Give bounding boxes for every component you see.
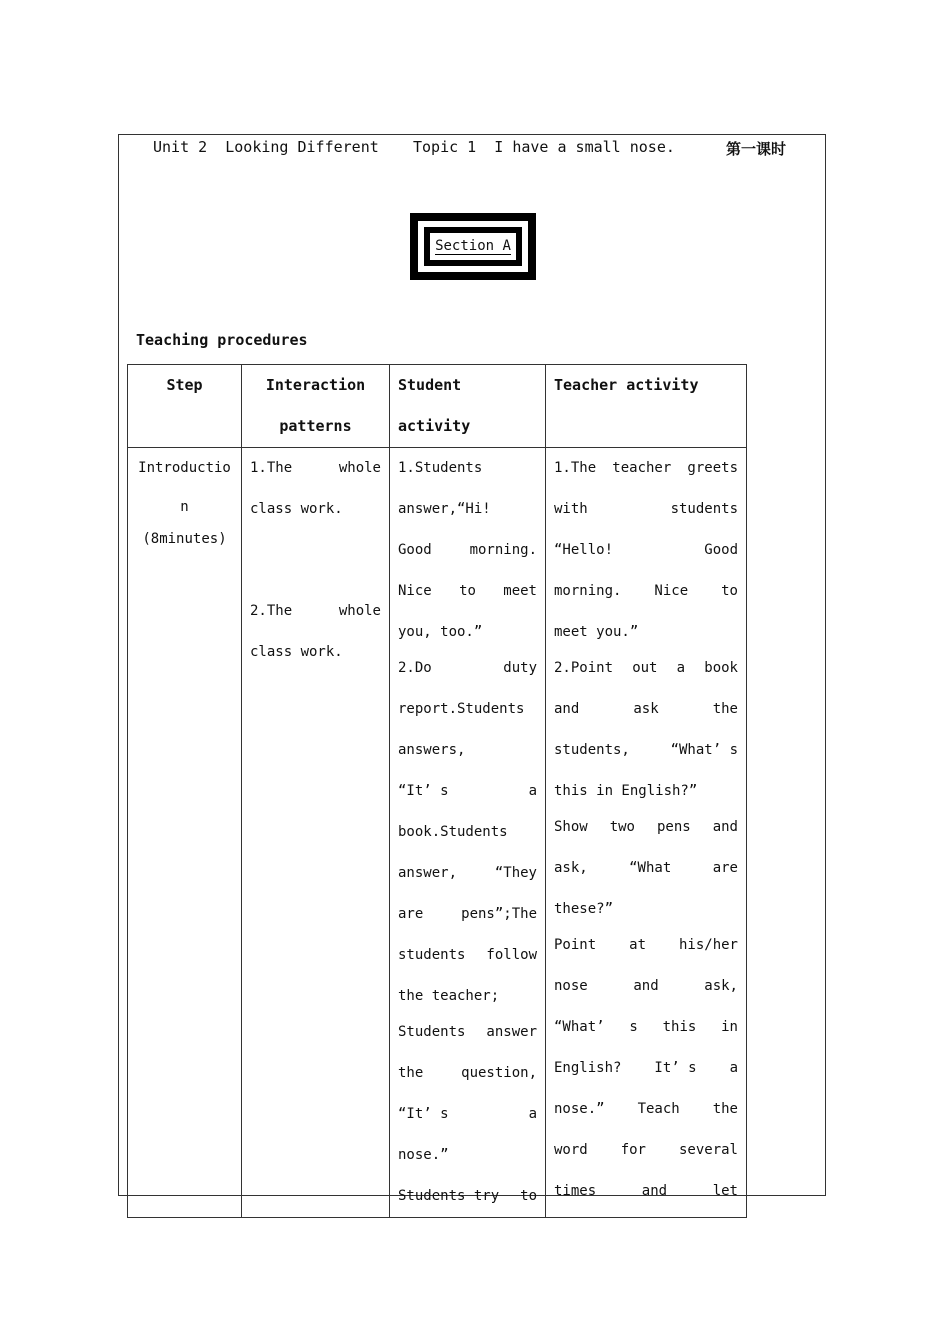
- teacher-line: “What’ s this in: [554, 1019, 738, 1035]
- header-step: Step: [128, 365, 242, 448]
- teacher-line: ask, “What are: [554, 860, 738, 876]
- section-label: Section A: [435, 238, 511, 254]
- teacher-line: word for several: [554, 1142, 738, 1158]
- table-row: [128, 448, 747, 1218]
- interaction-cell: [242, 448, 390, 1218]
- topic-title: Topic 1 I have a small nose.: [413, 138, 675, 156]
- student-line: answer,“Hi!: [398, 501, 491, 517]
- teacher-line: and ask the: [554, 701, 738, 717]
- table-header-row: [128, 365, 747, 448]
- interaction-line: class work.: [250, 501, 343, 517]
- teacher-line: Point at his/her: [554, 937, 738, 953]
- teacher-line: morning. Nice to: [554, 583, 738, 599]
- student-line: the teacher;: [398, 988, 500, 1004]
- interaction-line: class work.: [250, 644, 343, 660]
- student-line: students follow: [398, 947, 537, 963]
- teacher-line: these?”: [554, 901, 614, 917]
- teacher-line: Show two pens and: [554, 819, 738, 835]
- student-line: Nice to meet: [398, 583, 537, 599]
- header-student: Student activity: [390, 365, 546, 448]
- teacher-line: this in English?”: [554, 783, 698, 799]
- student-line: report.Students: [398, 701, 525, 717]
- teacher-line: English? It’ s a: [554, 1060, 738, 1076]
- procedures-title: Teaching procedures: [136, 331, 308, 349]
- teacher-line: with students: [554, 501, 738, 517]
- student-line: 1.Students: [398, 460, 483, 476]
- header-teacher: Teacher activity: [546, 365, 747, 448]
- student-activity-cell: [390, 448, 546, 1218]
- student-line: Good morning.: [398, 542, 537, 558]
- header-interaction: Interaction patterns: [242, 365, 390, 448]
- student-line: 2.Do duty: [398, 660, 537, 676]
- student-line: book.Students: [398, 824, 508, 840]
- step-cell: Introductio n (8minutes): [128, 448, 242, 1218]
- teacher-line: nose.” Teach the: [554, 1101, 738, 1117]
- student-line: Students answer: [398, 1024, 537, 1040]
- teacher-line: 1.The teacher greets: [554, 460, 738, 476]
- teacher-line: times and let: [554, 1183, 738, 1199]
- teacher-line: nose and ask,: [554, 978, 738, 994]
- student-line: “It’ s a: [398, 1106, 537, 1122]
- student-line: Students try to: [398, 1188, 537, 1204]
- student-line: “It’ s a: [398, 783, 537, 799]
- teacher-line: students, “What’ s: [554, 742, 738, 758]
- lesson-label: 第一课时: [726, 140, 787, 158]
- student-line: nose.”: [398, 1147, 449, 1163]
- teacher-line: meet you.”: [554, 624, 639, 640]
- student-line: you, too.”: [398, 624, 483, 640]
- procedures-table: [127, 364, 747, 1218]
- student-line: answers,: [398, 742, 466, 758]
- student-line: are pens”;The: [398, 906, 537, 922]
- section-badge: [410, 213, 536, 280]
- teacher-line: 2.Point out a book: [554, 660, 738, 676]
- student-line: answer, “They: [398, 865, 537, 881]
- teacher-line: “Hello! Good: [554, 542, 738, 558]
- student-line: the question,: [398, 1065, 537, 1081]
- interaction-line: 1.The whole: [250, 460, 381, 476]
- unit-title: Unit 2 Looking Different: [153, 138, 379, 156]
- teacher-activity-cell: [546, 448, 747, 1218]
- interaction-line: 2.The whole: [250, 603, 381, 619]
